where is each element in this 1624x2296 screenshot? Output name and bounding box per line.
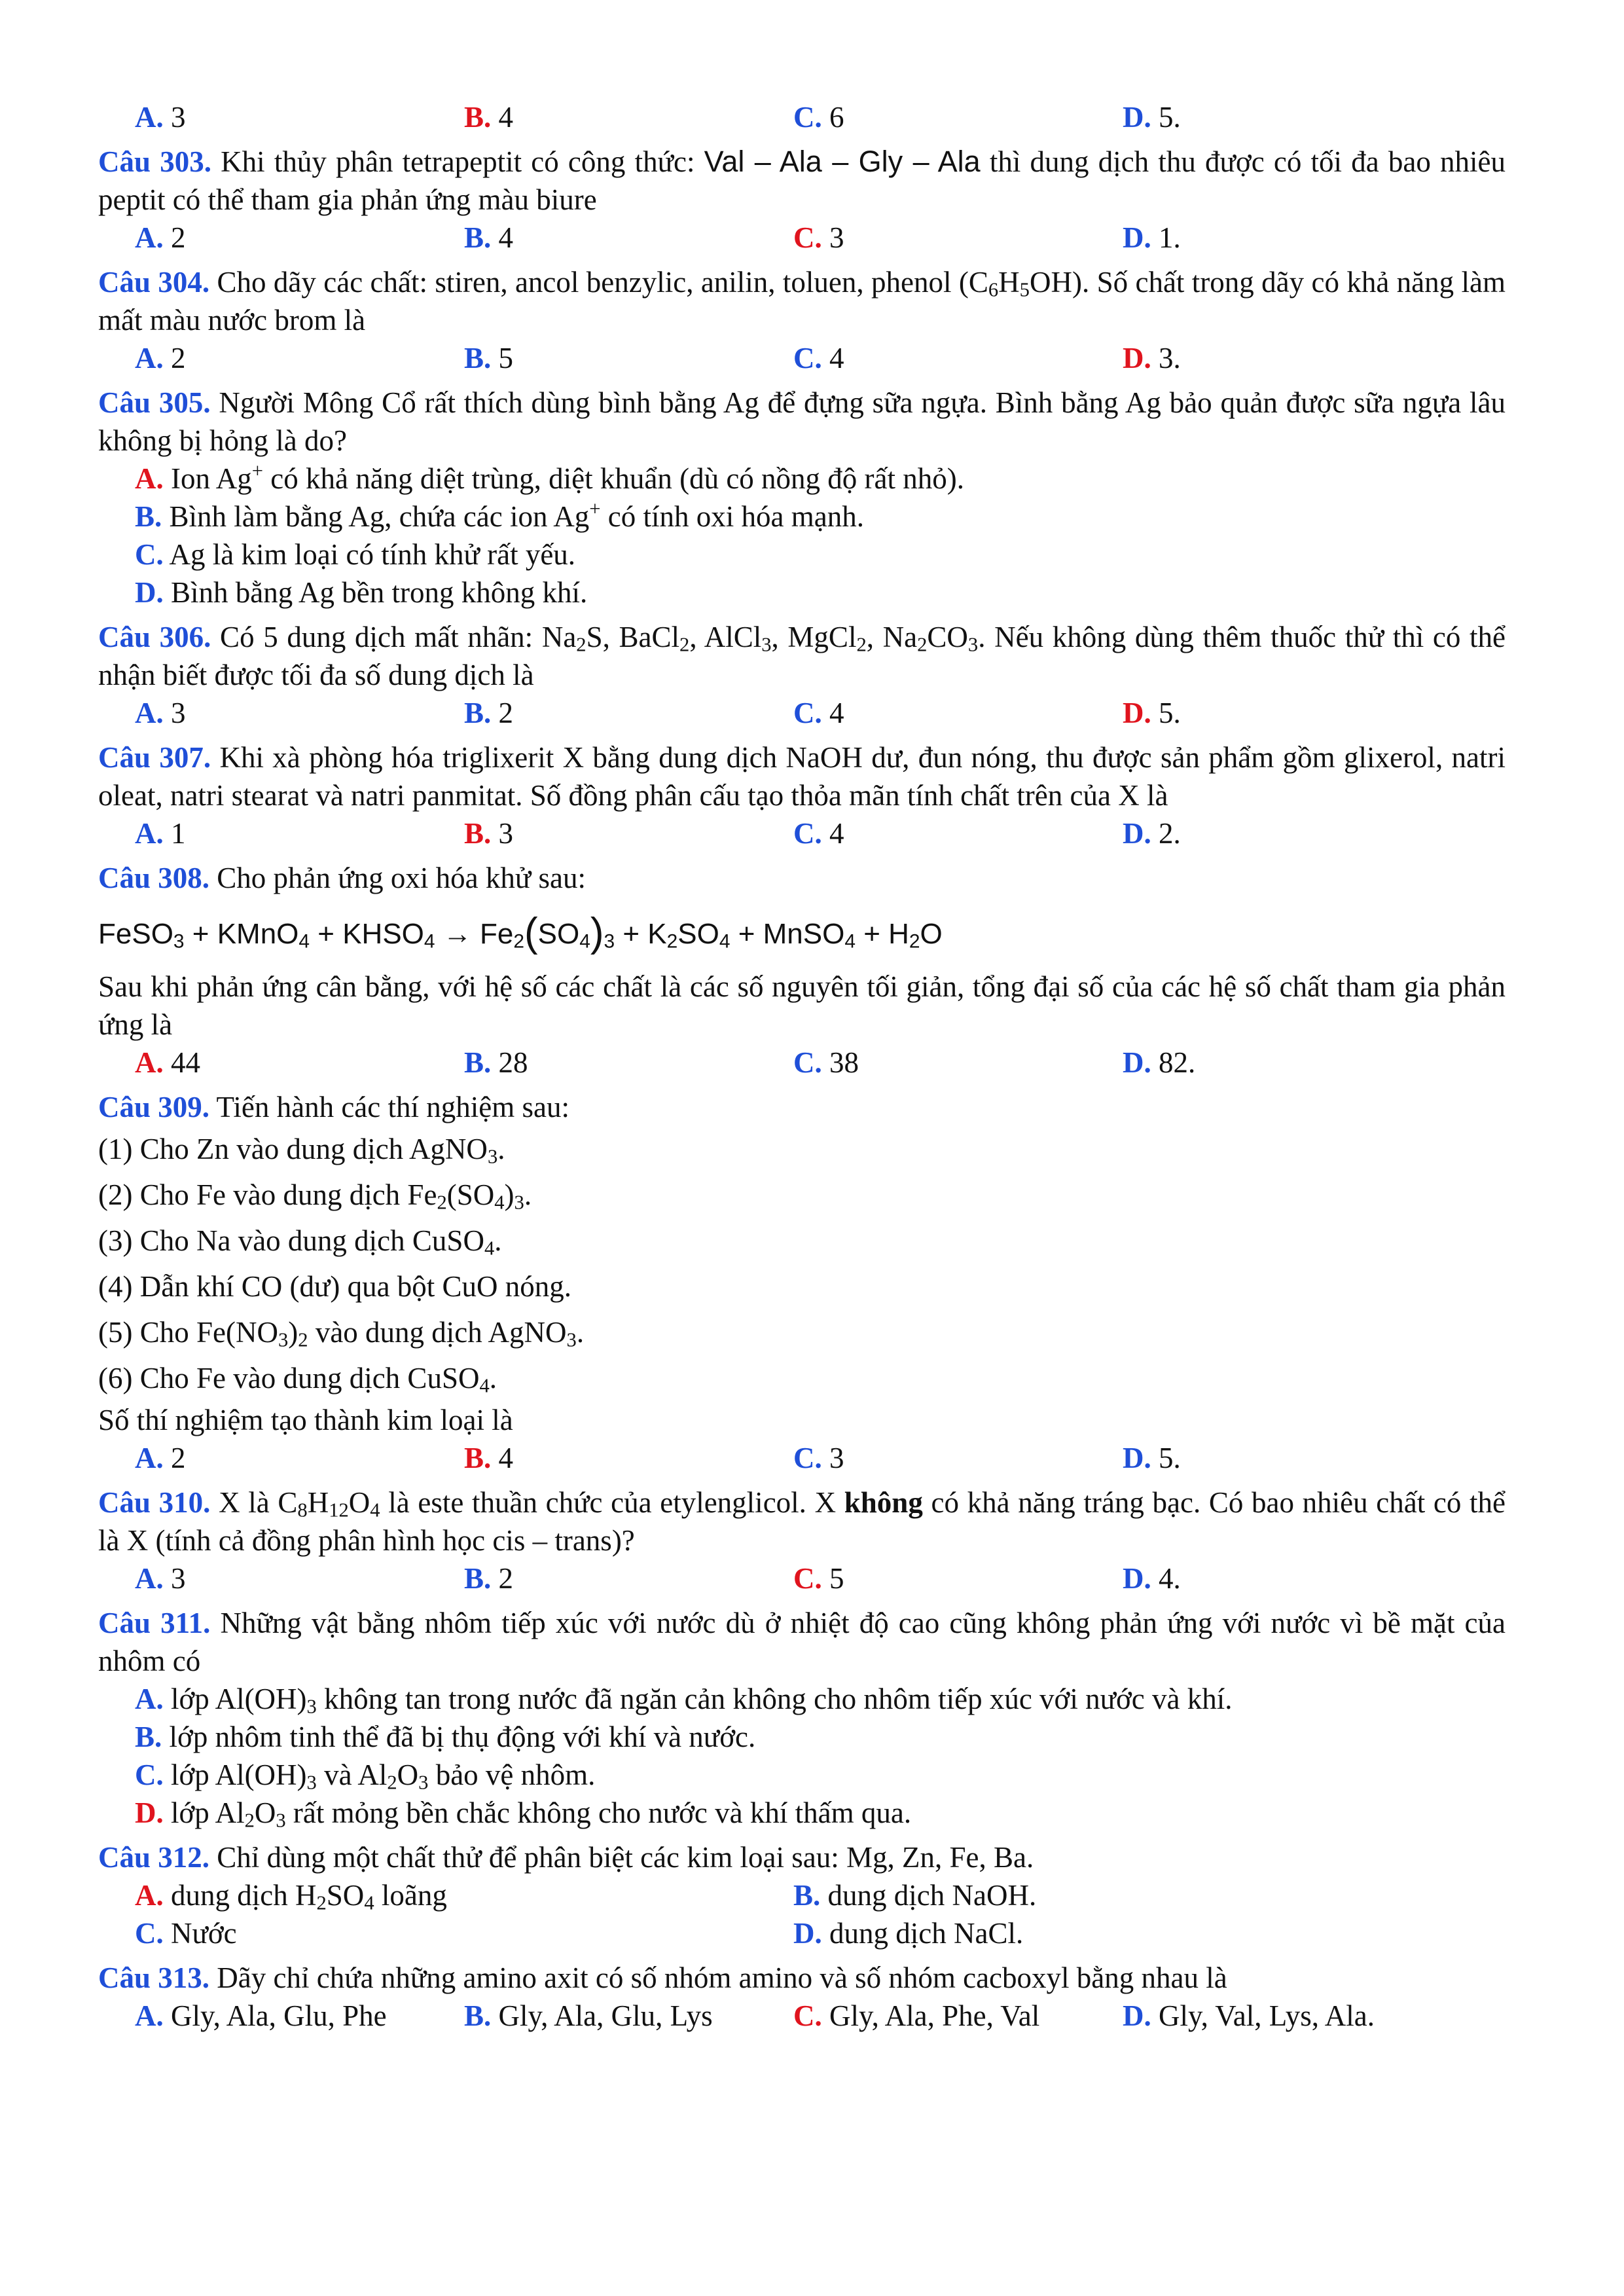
experiment-3: (3) Cho Na vào dung dịch CuSO$_4$.	[98, 1224, 502, 1260]
options-304: A. 2 B. 5 C. 4 D. 3.	[135, 342, 1181, 374]
question-313: Câu 313. Dãy chỉ chứa những amino axit có số nhóm amino và số nhóm cacboxyl bằng nhau là	[98, 1961, 1227, 1994]
question-309-prompt: Số thí nghiệm tạo thành kim loại là	[98, 1404, 513, 1436]
options-309: A. 2 B. 4 C. 3 D. 5.	[135, 1442, 1181, 1474]
question-312: Câu 312. Chỉ dùng một chất thử để phân biệt các kim loại sau: Mg, Zn, Fe, Ba.	[98, 1841, 1034, 1874]
experiment-2: (2) Cho Fe vào dung dịch $Fe_2(SO_4)_3$.	[98, 1178, 532, 1214]
experiment-4: (4) Dẫn khí CO (dư) qua bột CuO nóng.	[98, 1270, 572, 1303]
option-d: D. 5.	[1123, 101, 1181, 134]
question-309: Câu 309. Tiến hành các thí nghiệm sau:	[98, 1091, 569, 1123]
question-308: Câu 308. Cho phản ứng oxi hóa khử sau:	[98, 862, 586, 894]
question-305: Câu 305. Người Mông Cổ rất thích dùng bình bằng Ag để đựng sữa ngựa. Bình bằng Ag bảo quản được sữa ngựa lâu không bị hỏng là do?	[98, 386, 1506, 457]
question-311: Câu 311. Những vật bằng nhôm tiếp xúc với nước dù ở nhiệt độ cao cũng không phản ứng với nước vì bề mặt của nhôm có	[98, 1607, 1506, 1677]
option-b: B. 4	[464, 101, 514, 134]
options-308: A. 44 B. 28 C. 38 D. 82.	[135, 1046, 1196, 1079]
question-303: Câu 303. Khi thủy phân tetrapeptit có công thức: Val – Ala – Gly – Ala thì dung dịch thu được có tối đa bao nhiêu peptit có thể tham gia phản ứng màu biure	[98, 145, 1506, 216]
peptide-formula: Val – Ala – Gly – Ala	[704, 145, 981, 178]
experiment-1: (1) Cho Zn vào dung dịch AgNO$_3$.	[98, 1133, 505, 1168]
options-303: A. 2 B. 4 C. 3 D. 1.	[135, 221, 1181, 254]
options-312-row1: A. dung dịch $H_2SO_4$ loãng B. dung dịch NaOH.	[135, 1879, 1037, 1914]
experiment-5: (5) Cho $Fe(NO_3)_2$ vào dung dịch AgNO$_3$.	[98, 1316, 585, 1351]
options-312-row2: C. Nước D. dung dịch NaCl.	[135, 1917, 1024, 1950]
option-c: C. 6	[793, 101, 844, 134]
top-options	[98, 98, 1506, 136]
question-307: Câu 307. Khi xà phòng hóa triglixerit X bằng dung dịch NaOH dư, đun nóng, thu được sản phẩm gồm glixerol, natri oleat, natri stearat và natri panmitat. Số đồng phân cấu tạo thỏa mãn tính chất trên của X là	[98, 741, 1506, 812]
question-306: Câu 306. Có 5 dung dịch mất nhãn: $Na_2S$, BaCl$_2$, AlCl$_3$, MgCl$_2$, $Na_2CO_3$. Nếu không dùng thêm thuốc thử thì có thể nhận biết được tối đa số dung dịch là	[98, 621, 1506, 691]
options-313: A. Gly, Ala, Glu, Phe B. Gly, Ala, Glu, Lys C. Gly, Ala, Phe, Val D. Gly, Val, Lys, Ala.	[135, 1999, 1375, 2032]
question-310: Câu 310. X là $C_8H_{12}O_4$ là este thuần chức của etylenglicol. X không có khả năng tráng bạc. Có bao nhiêu chất có thể là X (tính cả đồng phân hình học cis – trans)?	[98, 1486, 1506, 1557]
question-308-prompt: Sau khi phản ứng cân bằng, với hệ số các chất là các số nguyên tối giản, tổng đại số của các hệ số chất tham gia phản ứng là	[98, 970, 1506, 1041]
options-306: A. 3 B. 2 C. 4 D. 5.	[135, 697, 1181, 729]
redox-equation: FeSO$_3$ + KMnO$_4$ + $KHSO_4 \to Fe_2(SO_4)_3 + K_2SO_4$ + MnSO$_4$ + $H_2O$	[98, 910, 943, 955]
options-305: A. Ion Ag+ có khả năng diệt trùng, diệt khuẩn (dù có nồng độ rất nhỏ). B. Bình làm bằng Ag, chứa các ion Ag+ có tính oxi hóa mạnh. C. Ag là kim loại có tính khử rất yếu. D. Bình bằng Ag bền trong không khí.	[135, 460, 965, 609]
option-a: A. 3	[135, 101, 186, 134]
options-307: A. 1 B. 3 C. 4 D. 2.	[135, 817, 1181, 850]
question-304: Câu 304. Cho dãy các chất: stiren, ancol benzylic, anilin, toluen, phenol $(C_6H_5OH)$. Số chất trong dãy có khả năng làm mất màu nước brom là	[98, 266, 1506, 337]
options-311: A. lớp $Al(OH)_3$ không tan trong nước đã ngăn cản không cho nhôm tiếp xúc với nước và khí. B. lớp nhôm tinh thể đã bị thụ động với khí và nước. C. lớp $Al(OH)_3$ và $Al_2O_3$ bảo vệ nhôm. D. lớp $Al_2O_3$ rất mỏng bền chắc không cho nước và khí thấm qua.	[135, 1683, 1233, 1832]
experiment-6: (6) Cho Fe vào dung dịch CuSO$_4$.	[98, 1362, 497, 1397]
options-310: A. 3 B. 2 C. 5 D. 4.	[135, 1562, 1181, 1595]
